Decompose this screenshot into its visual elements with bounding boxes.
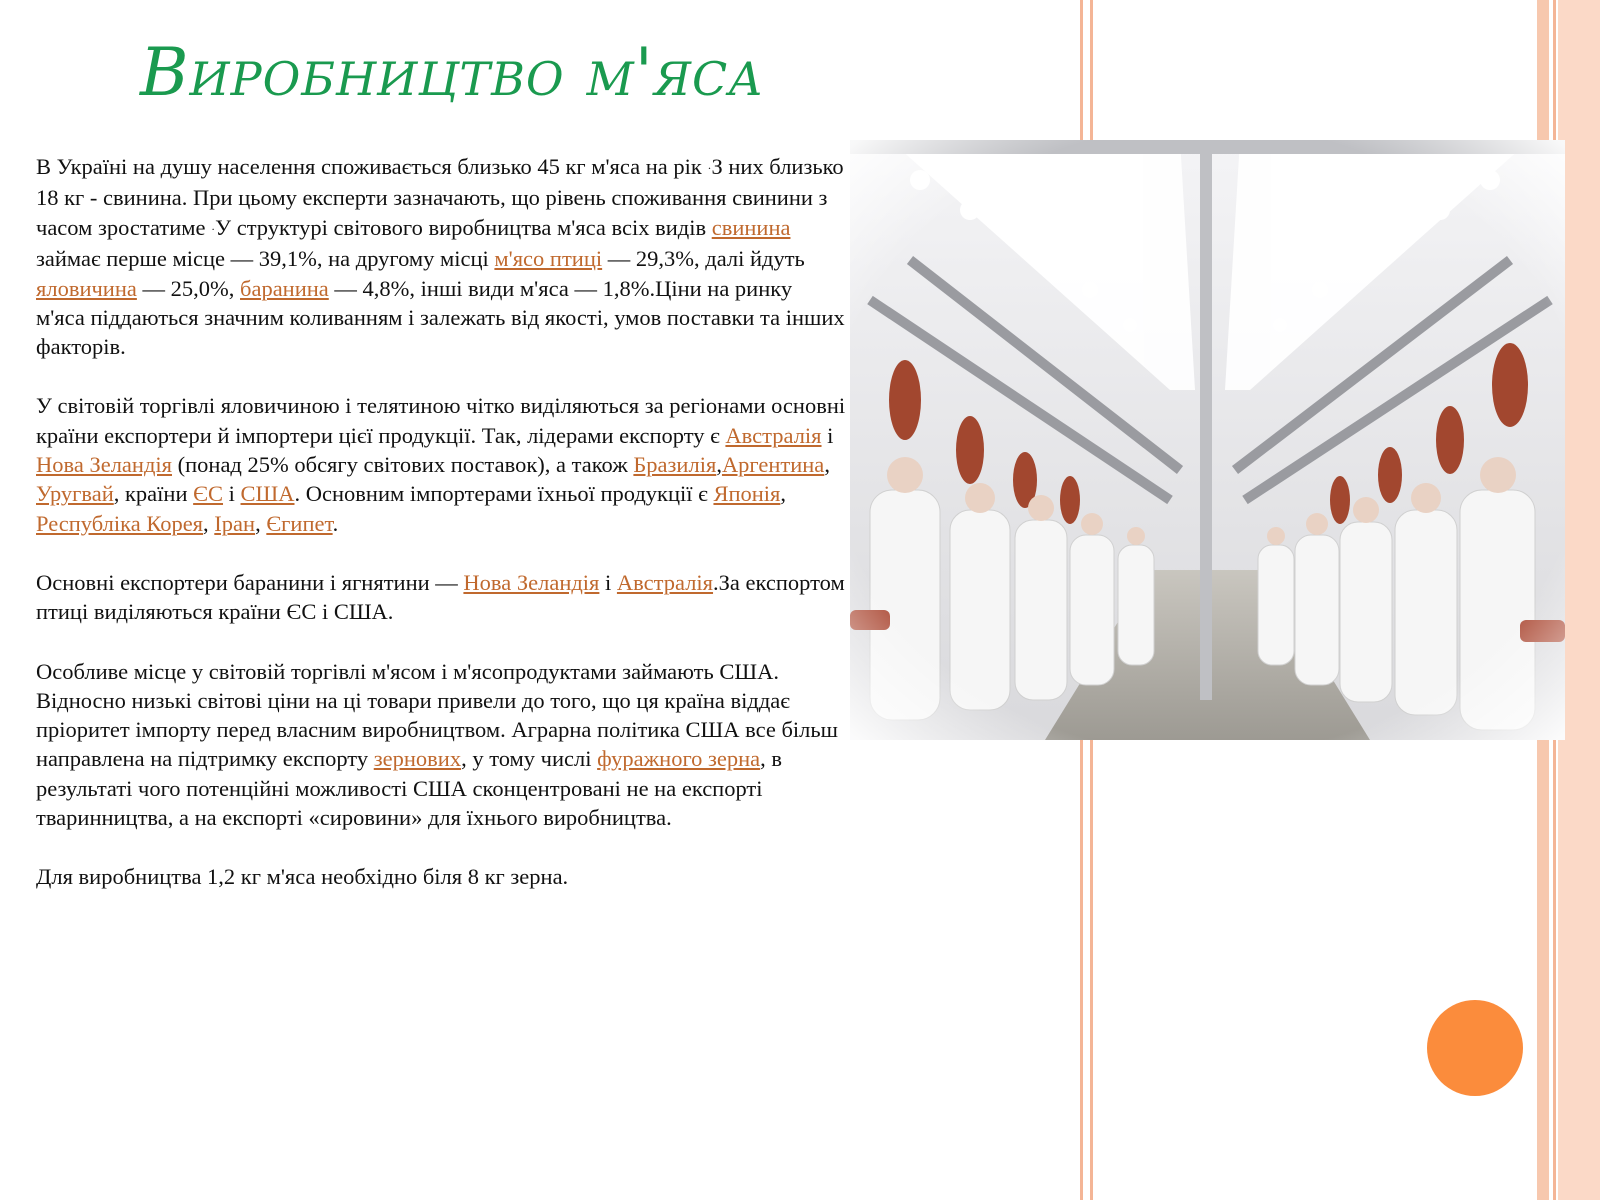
text: (понад 25% обсягу світових поставок), а також <box>172 452 634 478</box>
paragraph-grain-ratio <box>36 862 846 891</box>
link-eu[interactable]: ЄС <box>193 481 224 507</box>
footnote-dot: · <box>211 221 216 236</box>
link-feed-grain[interactable]: фуражного зерна <box>597 746 761 772</box>
text: — 4,8%, інші види м'яса — 1,8%.Ціни на ринку м'яса піддаються значним коливанням і залежать від якості, умов поставки та інших факторів. <box>36 275 845 360</box>
link-poultry[interactable]: м'ясо птиці <box>494 246 603 272</box>
text: , в результаті чого потенційні можливості США сконцентровані не на експорті тваринництва, а на експорті «сировини» для їхнього виробництва. <box>36 746 783 831</box>
text: .За експортом птиці виділяються країни ЄС і США. <box>36 569 845 625</box>
text: , <box>255 510 267 536</box>
text: , у тому числі <box>461 746 598 772</box>
link-korea[interactable]: Республіка Корея <box>36 510 204 536</box>
text: і <box>821 422 834 448</box>
text: Особливе місце у світовій торгівлі м'ясом і м'ясопродуктами займають США. Відносно низькі світові ціни на ці товари привели до того, що ця країна віддає пріоритет імпорту перед власним виробництвом. Аграрна політика США все більш направлена на підтримку експорту <box>36 658 838 772</box>
link-new-zealand[interactable]: Нова Зеландія <box>36 452 172 478</box>
orange-circle-decoration <box>1427 1000 1523 1096</box>
slide-body <box>36 152 846 922</box>
link-usa[interactable]: США <box>240 481 295 507</box>
paragraph-meat-consumption <box>36 152 846 361</box>
paragraph-mutton-poultry <box>36 568 846 627</box>
text: — 25,0%, <box>136 275 241 301</box>
text: , країни <box>113 481 194 507</box>
text: , <box>824 452 830 478</box>
text: З них близько 18 кг - свинина. При цьому експерти зазначають, що рівень споживання свинини з часом зростатиме <box>36 154 844 240</box>
link-australia[interactable]: Австралія <box>616 569 714 595</box>
link-uruguay[interactable]: Уругвай <box>36 481 114 507</box>
link-grain[interactable]: зернових <box>373 746 462 772</box>
link-mutton[interactable]: баранина <box>240 275 329 301</box>
text: і <box>599 569 617 595</box>
link-australia[interactable]: Австралія <box>725 422 822 448</box>
link-beef[interactable]: яловичина <box>36 275 137 301</box>
text: , <box>716 452 722 478</box>
link-pork[interactable]: свинина <box>711 214 791 240</box>
photo-illustration <box>850 140 1565 740</box>
text: , <box>203 510 215 536</box>
paragraph-usa <box>36 657 846 833</box>
text: Основні експортери баранини і ягнятини — <box>36 569 464 595</box>
link-brazil[interactable]: Бразилія <box>633 452 717 478</box>
text: займає перше місце — 39,1%, на другому місці <box>36 246 495 272</box>
link-argentina[interactable]: Аргентина <box>721 452 825 478</box>
text: В Україні на душу населення споживається близько 45 кг м'яса на рік <box>36 154 708 179</box>
text: У світовій торгівлі яловичиною і телятиною чітко виділяються за регіонами основні країни експортери й імпортери цієї продукції. Так, лідерами експорту є <box>36 393 846 448</box>
link-iran[interactable]: Іран <box>214 510 256 536</box>
link-japan[interactable]: Японія <box>713 481 781 507</box>
text: і <box>223 481 241 507</box>
meat-processing-plant-photo <box>850 140 1565 740</box>
text: — 29,3%, далі йдуть <box>602 246 805 272</box>
text: , <box>780 481 787 507</box>
footnote-dot: · <box>707 161 712 176</box>
link-egypt[interactable]: Єгипет <box>266 510 333 536</box>
text: . Основним імпортерами їхньої продукції є <box>294 481 714 507</box>
paragraph-beef-trade <box>36 391 846 537</box>
text: У структурі світового виробництва м'яса всіх видів <box>215 214 712 240</box>
slide-title: Виробництво м'яса <box>140 34 765 111</box>
text: . <box>332 510 339 536</box>
text: Для виробництва 1,2 кг м'яса необхідно біля 8 кг зерна. <box>36 864 569 890</box>
link-new-zealand[interactable]: Нова Зеландія <box>463 569 600 595</box>
